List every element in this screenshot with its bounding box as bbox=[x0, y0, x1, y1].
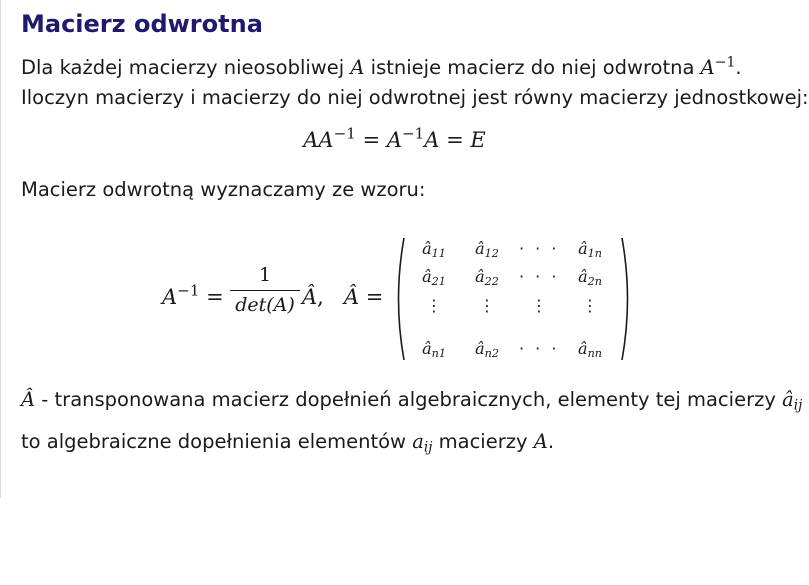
explanation-text-b: to algebraiczne dopełnienia elementów bbox=[21, 430, 413, 453]
inverse-formula bbox=[0, 236, 789, 366]
formula-eq: = bbox=[199, 285, 224, 309]
matrix-left-paren bbox=[392, 236, 406, 362]
fraction-denominator: det(A) bbox=[235, 294, 295, 316]
matrix-cell: $â_{nn}$ bbox=[578, 339, 602, 360]
matrix-vdots: ⋮ bbox=[531, 296, 547, 315]
eq-op2: = bbox=[439, 128, 471, 152]
eq-a2: A bbox=[386, 128, 402, 152]
identity-statement: Iloczyn macierzy i macierzy do niej odwrotnej jest równy macierzy jednostkowej: bbox=[21, 86, 809, 109]
eq-exp1: −1 bbox=[333, 124, 356, 143]
explanation-text-c: macierzy bbox=[432, 430, 534, 453]
formula-lhs-var: A bbox=[162, 285, 178, 309]
matrix-vdots: ⋮ bbox=[582, 296, 598, 315]
formula-hat-a: Â bbox=[302, 285, 318, 309]
formula-eq2: = bbox=[359, 285, 384, 309]
matrix-cell: $â_{n1}$ bbox=[422, 339, 446, 360]
fraction-bar bbox=[230, 290, 300, 291]
matrix-cell: $â_{21}$ bbox=[422, 267, 446, 288]
inverse-exponent: −1 bbox=[714, 54, 736, 71]
eq-a3: A bbox=[424, 128, 440, 152]
matrix-cell: $â_{2n}$ bbox=[578, 267, 602, 288]
eq-aa: AA bbox=[303, 128, 334, 152]
slide-title: Macierz odwrotna bbox=[21, 10, 263, 38]
explanation-line-1 bbox=[21, 388, 803, 414]
explanation-text-a: - transponowana macierz dopełnień algebraicznych, elementy tej macierzy bbox=[35, 388, 783, 411]
matrix-cell: $â_{11}$ bbox=[422, 239, 446, 260]
matrix-vdots: ⋮ bbox=[426, 296, 442, 315]
matrix-vdots: ⋮ bbox=[479, 296, 495, 315]
explanation-period: . bbox=[547, 430, 555, 453]
explanation-element-sub: ij bbox=[793, 397, 803, 414]
formula-lhs bbox=[162, 281, 224, 309]
definition-line bbox=[21, 56, 742, 79]
fraction-numerator: 1 bbox=[258, 264, 272, 286]
formula-after-fraction bbox=[302, 285, 383, 309]
matrix-hdots: · · · bbox=[519, 239, 560, 258]
formula-comma: , bbox=[317, 285, 324, 309]
matrix-cell: $â_{1n}$ bbox=[578, 239, 602, 260]
definition-text-b: istnieje macierz do niej odwrotna bbox=[364, 56, 701, 79]
matrix-a-symbol: A bbox=[350, 56, 365, 79]
explanation-element: â bbox=[782, 388, 794, 411]
inverse-symbol: A bbox=[700, 56, 715, 79]
definition-period: . bbox=[735, 56, 742, 79]
eq-exp2: −1 bbox=[402, 124, 425, 143]
explanation-var: A bbox=[533, 430, 548, 453]
matrix-hdots: · · · bbox=[519, 339, 560, 358]
matrix-hdots: · · · bbox=[519, 267, 560, 286]
identity-equation bbox=[0, 124, 789, 152]
definition-text-a: Dla każdej macierzy nieosobliwej bbox=[21, 56, 351, 79]
formula-fraction bbox=[230, 264, 300, 316]
explanation-hat-a: Â bbox=[21, 388, 36, 411]
formula-intro: Macierz odwrotną wyznaczamy ze wzoru: bbox=[21, 178, 426, 201]
formula-lhs-exp: −1 bbox=[177, 281, 200, 300]
explanation-aij: a bbox=[412, 430, 424, 453]
formula-hat-a-2: Â bbox=[343, 285, 360, 309]
matrix-right-paren bbox=[620, 236, 634, 362]
explanation-line-2 bbox=[21, 430, 555, 456]
eq-rhs: E bbox=[470, 128, 486, 152]
matrix-cell: $â_{12}$ bbox=[475, 239, 499, 260]
explanation-aij-sub: ij bbox=[423, 439, 433, 456]
eq-op1: = bbox=[355, 128, 387, 152]
matrix-cell: $â_{22}$ bbox=[475, 267, 499, 288]
matrix-cell: $â_{n2}$ bbox=[475, 339, 499, 360]
